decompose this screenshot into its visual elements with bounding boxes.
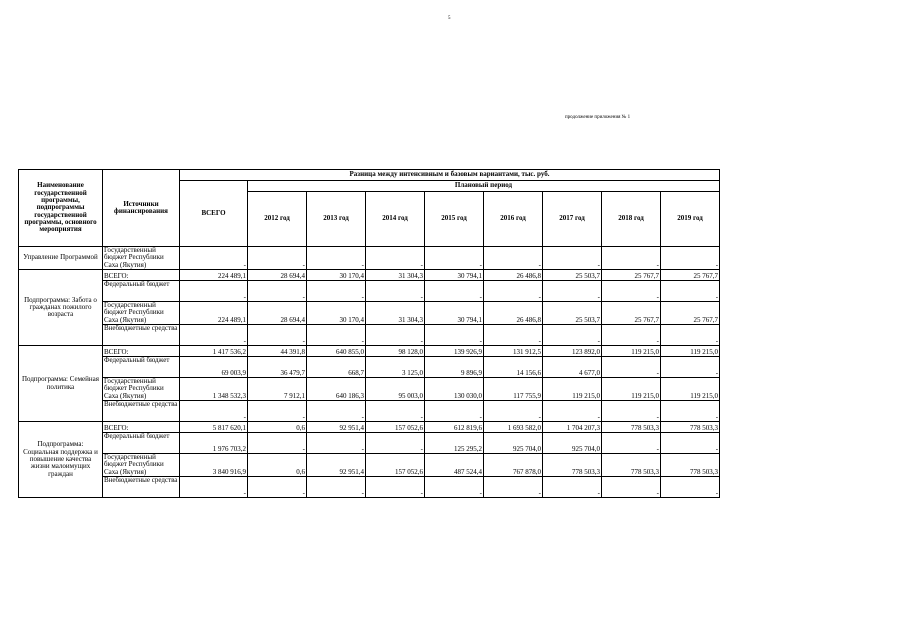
program-name: Управление Программой xyxy=(19,247,103,270)
year-value: 0,6 xyxy=(248,454,307,477)
year-value: - xyxy=(543,247,602,270)
table-row xyxy=(19,433,720,454)
year-value: - xyxy=(248,281,307,302)
year-value: - xyxy=(484,401,543,422)
year-value: - xyxy=(307,247,366,270)
year-value: 778 503,3 xyxy=(661,422,720,433)
year-value: - xyxy=(307,325,366,346)
year-value: - xyxy=(602,433,661,454)
table-row xyxy=(19,325,720,346)
year-value: 3 125,0 xyxy=(366,357,425,378)
table-row xyxy=(19,477,720,498)
year-value: - xyxy=(602,281,661,302)
header-name: Наименование государственной программы, подпрограммы государственной программы, основного мероприятия xyxy=(19,170,103,247)
header-year: 2018 год xyxy=(602,192,661,247)
year-value: - xyxy=(661,325,720,346)
year-value: 612 819,6 xyxy=(425,422,484,433)
year-value: 767 878,0 xyxy=(484,454,543,477)
year-value: 487 524,4 xyxy=(425,454,484,477)
year-value: 26 486,8 xyxy=(484,302,543,325)
total-value: 3 840 916,9 xyxy=(180,454,248,477)
year-value: 925 704,0 xyxy=(484,433,543,454)
year-value: - xyxy=(307,433,366,454)
header-source: Источники финансирования xyxy=(103,170,180,247)
funding-source: ВСЕГО: xyxy=(103,270,180,281)
year-value: - xyxy=(661,433,720,454)
year-value: - xyxy=(307,281,366,302)
header-year: 2017 год xyxy=(543,192,602,247)
year-value: 119 215,0 xyxy=(602,346,661,357)
year-value: - xyxy=(543,477,602,498)
year-value: - xyxy=(543,401,602,422)
funding-source: Внебюджетные средства xyxy=(103,477,180,498)
year-value: 640 855,0 xyxy=(307,346,366,357)
year-value: 119 215,0 xyxy=(661,378,720,401)
year-value: 7 912,1 xyxy=(248,378,307,401)
header-year: 2019 год xyxy=(661,192,720,247)
total-value: 5 817 620,1 xyxy=(180,422,248,433)
year-value: - xyxy=(248,325,307,346)
year-value: - xyxy=(661,247,720,270)
year-value: 119 215,0 xyxy=(543,378,602,401)
header-plan: Плановый период xyxy=(248,181,720,192)
year-value: - xyxy=(602,357,661,378)
year-value: 119 215,0 xyxy=(661,346,720,357)
header-year: 2015 год xyxy=(425,192,484,247)
year-value: - xyxy=(366,477,425,498)
year-value: - xyxy=(602,401,661,422)
year-value: 131 912,5 xyxy=(484,346,543,357)
program-name: Подпрограмма: Забота о гражданах пожилого возраста xyxy=(19,270,103,346)
year-value: 31 304,3 xyxy=(366,302,425,325)
year-value: - xyxy=(248,401,307,422)
year-value: - xyxy=(366,247,425,270)
year-value: 25 503,7 xyxy=(543,302,602,325)
funding-source: Внебюджетные средства xyxy=(103,325,180,346)
year-value: - xyxy=(425,325,484,346)
total-value: - xyxy=(180,247,248,270)
year-value: 25 767,7 xyxy=(661,302,720,325)
year-value: 30 170,4 xyxy=(307,270,366,281)
year-value: 92 951,4 xyxy=(307,454,366,477)
header-year: 2014 год xyxy=(366,192,425,247)
year-value: 30 170,4 xyxy=(307,302,366,325)
header-year: 2016 год xyxy=(484,192,543,247)
year-value: 26 486,8 xyxy=(484,270,543,281)
year-value: 0,6 xyxy=(248,422,307,433)
year-value: - xyxy=(602,247,661,270)
year-value: - xyxy=(248,247,307,270)
funding-source: Государственный бюджет Республики Саха (Якутия) xyxy=(103,302,180,325)
total-value: - xyxy=(180,401,248,422)
year-value: - xyxy=(602,477,661,498)
header-diff: Разница между интенсивным и базовым вариантами, тыс. руб. xyxy=(180,170,720,181)
year-value: - xyxy=(248,433,307,454)
total-value: 69 003,9 xyxy=(180,357,248,378)
year-value: - xyxy=(543,325,602,346)
year-value: 92 951,4 xyxy=(307,422,366,433)
year-value: - xyxy=(661,477,720,498)
year-value: - xyxy=(661,401,720,422)
year-value: - xyxy=(366,401,425,422)
year-value: 4 677,0 xyxy=(543,357,602,378)
funding-source: Федеральный бюджет xyxy=(103,357,180,378)
funding-source: ВСЕГО: xyxy=(103,422,180,433)
header-year: 2012 год xyxy=(248,192,307,247)
year-value: - xyxy=(543,281,602,302)
total-value: - xyxy=(180,477,248,498)
continuation-label: продолжение приложения № 1 xyxy=(565,115,631,120)
table-row xyxy=(19,346,720,357)
funding-source: Внебюджетные средства xyxy=(103,401,180,422)
year-value: 139 926,9 xyxy=(425,346,484,357)
year-value: - xyxy=(366,325,425,346)
year-value: 778 503,3 xyxy=(602,422,661,433)
year-value: 925 704,0 xyxy=(543,433,602,454)
year-value: 778 503,3 xyxy=(602,454,661,477)
total-value: 224 489,1 xyxy=(180,302,248,325)
year-value: 28 694,4 xyxy=(248,302,307,325)
year-value: - xyxy=(425,247,484,270)
year-value: - xyxy=(484,247,543,270)
table-row xyxy=(19,454,720,477)
year-value: 14 156,6 xyxy=(484,357,543,378)
year-value: 130 030,0 xyxy=(425,378,484,401)
year-value: 778 503,3 xyxy=(543,454,602,477)
year-value: 98 128,0 xyxy=(366,346,425,357)
total-value: 1 417 536,2 xyxy=(180,346,248,357)
header-year: 2013 год xyxy=(307,192,366,247)
year-value: - xyxy=(366,281,425,302)
year-value: 125 295,2 xyxy=(425,433,484,454)
total-value: 1 348 532,3 xyxy=(180,378,248,401)
year-value: - xyxy=(484,477,543,498)
table-row xyxy=(19,378,720,401)
year-value: 28 694,4 xyxy=(248,270,307,281)
year-value: 30 794,1 xyxy=(425,302,484,325)
year-value: 25 767,7 xyxy=(602,270,661,281)
funding-source: Федеральный бюджет xyxy=(103,433,180,454)
program-name: Подпрограмма: Социальная поддержка и повышение качества жизни малоимущих граждан xyxy=(19,422,103,498)
year-value: - xyxy=(366,433,425,454)
total-value: 224 489,1 xyxy=(180,270,248,281)
funding-source: Государственный бюджет Республики Саха (Якутия) xyxy=(103,247,180,270)
year-value: 36 479,7 xyxy=(248,357,307,378)
year-value: 31 304,3 xyxy=(366,270,425,281)
total-value: - xyxy=(180,281,248,302)
year-value: 25 767,7 xyxy=(661,270,720,281)
year-value: - xyxy=(425,477,484,498)
year-value: - xyxy=(307,477,366,498)
year-value: 95 003,0 xyxy=(366,378,425,401)
year-value: - xyxy=(661,281,720,302)
budget-table xyxy=(18,169,720,498)
table-row xyxy=(19,422,720,433)
year-value: - xyxy=(602,325,661,346)
year-value: 117 755,9 xyxy=(484,378,543,401)
table-row xyxy=(19,247,720,270)
header-total: ВСЕГО xyxy=(180,181,248,247)
year-value: 25 503,7 xyxy=(543,270,602,281)
table-row xyxy=(19,270,720,281)
year-value: 1 693 582,0 xyxy=(484,422,543,433)
year-value: - xyxy=(248,477,307,498)
funding-source: Государственный бюджет Республики Саха (Якутия) xyxy=(103,454,180,477)
total-value: 1 976 703,2 xyxy=(180,433,248,454)
page-number: 5 xyxy=(448,16,451,21)
year-value: 1 704 207,3 xyxy=(543,422,602,433)
year-value: 668,7 xyxy=(307,357,366,378)
program-name: Подпрограмма: Семейная политика xyxy=(19,346,103,422)
year-value: 44 391,8 xyxy=(248,346,307,357)
year-value: - xyxy=(307,401,366,422)
funding-source: Федеральный бюджет xyxy=(103,281,180,302)
year-value: 778 503,3 xyxy=(661,454,720,477)
table-row xyxy=(19,281,720,302)
year-value: 157 052,6 xyxy=(366,422,425,433)
year-value: 119 215,0 xyxy=(602,378,661,401)
year-value: - xyxy=(425,401,484,422)
total-value: - xyxy=(180,325,248,346)
year-value: - xyxy=(661,357,720,378)
funding-source: ВСЕГО: xyxy=(103,346,180,357)
table-row xyxy=(19,401,720,422)
table-row xyxy=(19,302,720,325)
year-value: 9 896,9 xyxy=(425,357,484,378)
year-value: 123 892,0 xyxy=(543,346,602,357)
funding-source: Государственный бюджет Республики Саха (Якутия) xyxy=(103,378,180,401)
year-value: 640 186,3 xyxy=(307,378,366,401)
table-row xyxy=(19,357,720,378)
year-value: - xyxy=(484,325,543,346)
year-value: 30 794,1 xyxy=(425,270,484,281)
year-value: 25 767,7 xyxy=(602,302,661,325)
year-value: - xyxy=(425,281,484,302)
year-value: - xyxy=(484,281,543,302)
year-value: 157 052,6 xyxy=(366,454,425,477)
